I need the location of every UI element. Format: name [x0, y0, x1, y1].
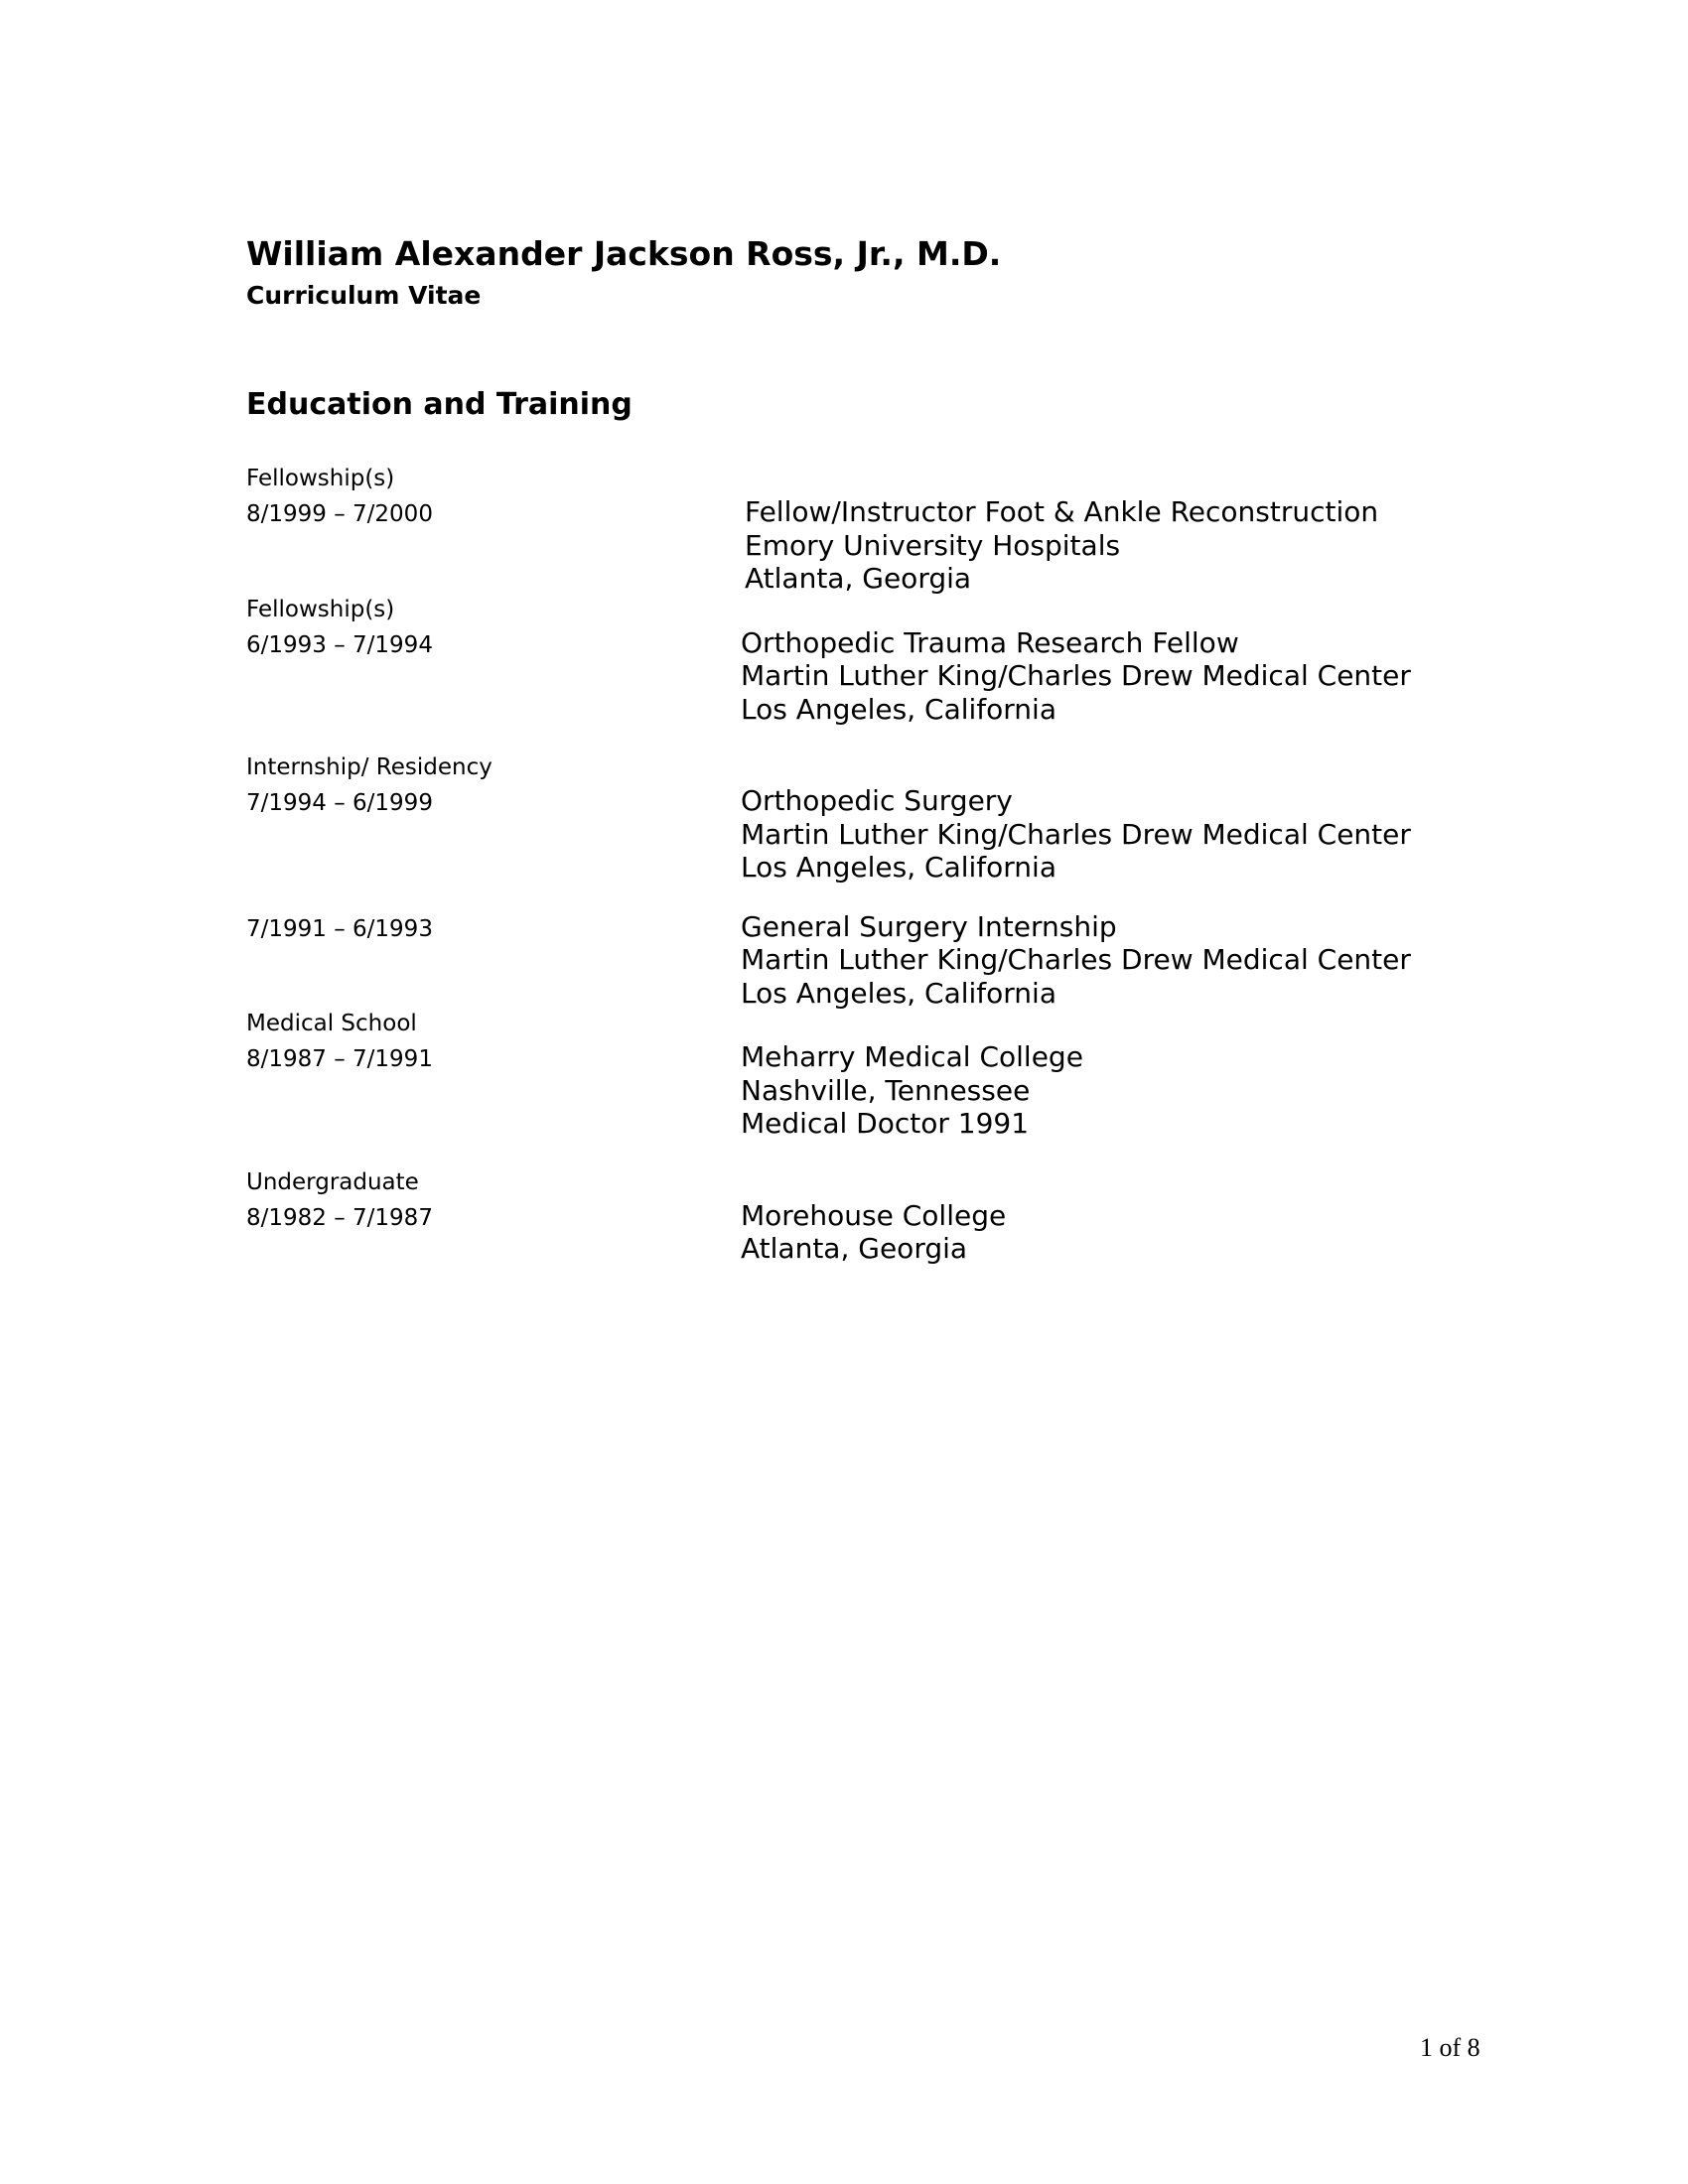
entry-position: Orthopedic Trauma Research Fellow: [741, 625, 1239, 659]
entry-residency: [246, 751, 1497, 885]
entry-category: Fellowship(s): [246, 466, 395, 491]
entry-dates: 6/1993 – 7/1994: [246, 631, 433, 658]
entry-position: Fellow/Instructor Foot & Ankle Reconstruction: [745, 495, 1379, 528]
entry-internship: [246, 910, 1497, 1011]
entry-details: [741, 626, 1411, 727]
entry-dates: 7/1991 – 6/1993: [246, 915, 433, 942]
entry-medical-school: [246, 1008, 1497, 1141]
entry-location: Los Angeles, California: [741, 976, 1056, 1010]
entry-dates: 8/1999 – 7/2000: [246, 501, 433, 527]
entry-fellowship-trauma: [246, 594, 1497, 727]
section-heading: Education and Training: [246, 387, 633, 422]
entry-institution: Martin Luther King/Charles Drew Medical Center: [741, 817, 1411, 851]
entry-institution: Emory University Hospitals: [745, 528, 1121, 562]
document-title: William Alexander Jackson Ross, Jr., M.D.: [246, 234, 1002, 273]
entry-details: [745, 495, 1378, 596]
entry-location: Atlanta, Georgia: [745, 562, 972, 595]
entry-dates: 8/1982 – 7/1987: [246, 1204, 433, 1231]
entry-degree: Medical Doctor 1991: [741, 1107, 1030, 1140]
entry-category: Medical School: [246, 1011, 417, 1036]
entry-institution: Martin Luther King/Charles Drew Medical Center: [741, 659, 1411, 692]
entry-location: Los Angeles, California: [741, 692, 1056, 726]
entry-dates: 7/1994 – 6/1999: [246, 790, 433, 816]
entry-category: Internship/ Residency: [246, 754, 492, 780]
entry-position: Orthopedic Surgery: [741, 784, 1013, 817]
entry-location: Atlanta, Georgia: [741, 1232, 968, 1265]
entry-location: Nashville, Tennessee: [741, 1073, 1031, 1107]
entry-details: [741, 784, 1411, 885]
education-entries: [246, 463, 1497, 1266]
entry-details: [741, 1040, 1083, 1141]
entry-details: [741, 910, 1411, 1011]
entry-category: Undergraduate: [246, 1168, 419, 1195]
entry-category: Fellowship(s): [246, 596, 395, 622]
entry-undergraduate: [246, 1166, 1497, 1266]
entry-institution: Morehouse College: [741, 1198, 1007, 1232]
page-number: 1 of 8: [1420, 2033, 1480, 2062]
entry-location: Los Angeles, California: [741, 851, 1056, 884]
entry-fellowship-emory: [246, 463, 1497, 596]
entry-institution: Meharry Medical College: [741, 1040, 1083, 1073]
entry-position: General Surgery Internship: [741, 909, 1117, 943]
entry-dates: 8/1987 – 7/1991: [246, 1046, 433, 1072]
entry-details: [741, 1199, 1006, 1266]
document-subtitle: Curriculum Vitae: [246, 281, 482, 310]
entry-institution: Martin Luther King/Charles Drew Medical Center: [741, 943, 1411, 976]
